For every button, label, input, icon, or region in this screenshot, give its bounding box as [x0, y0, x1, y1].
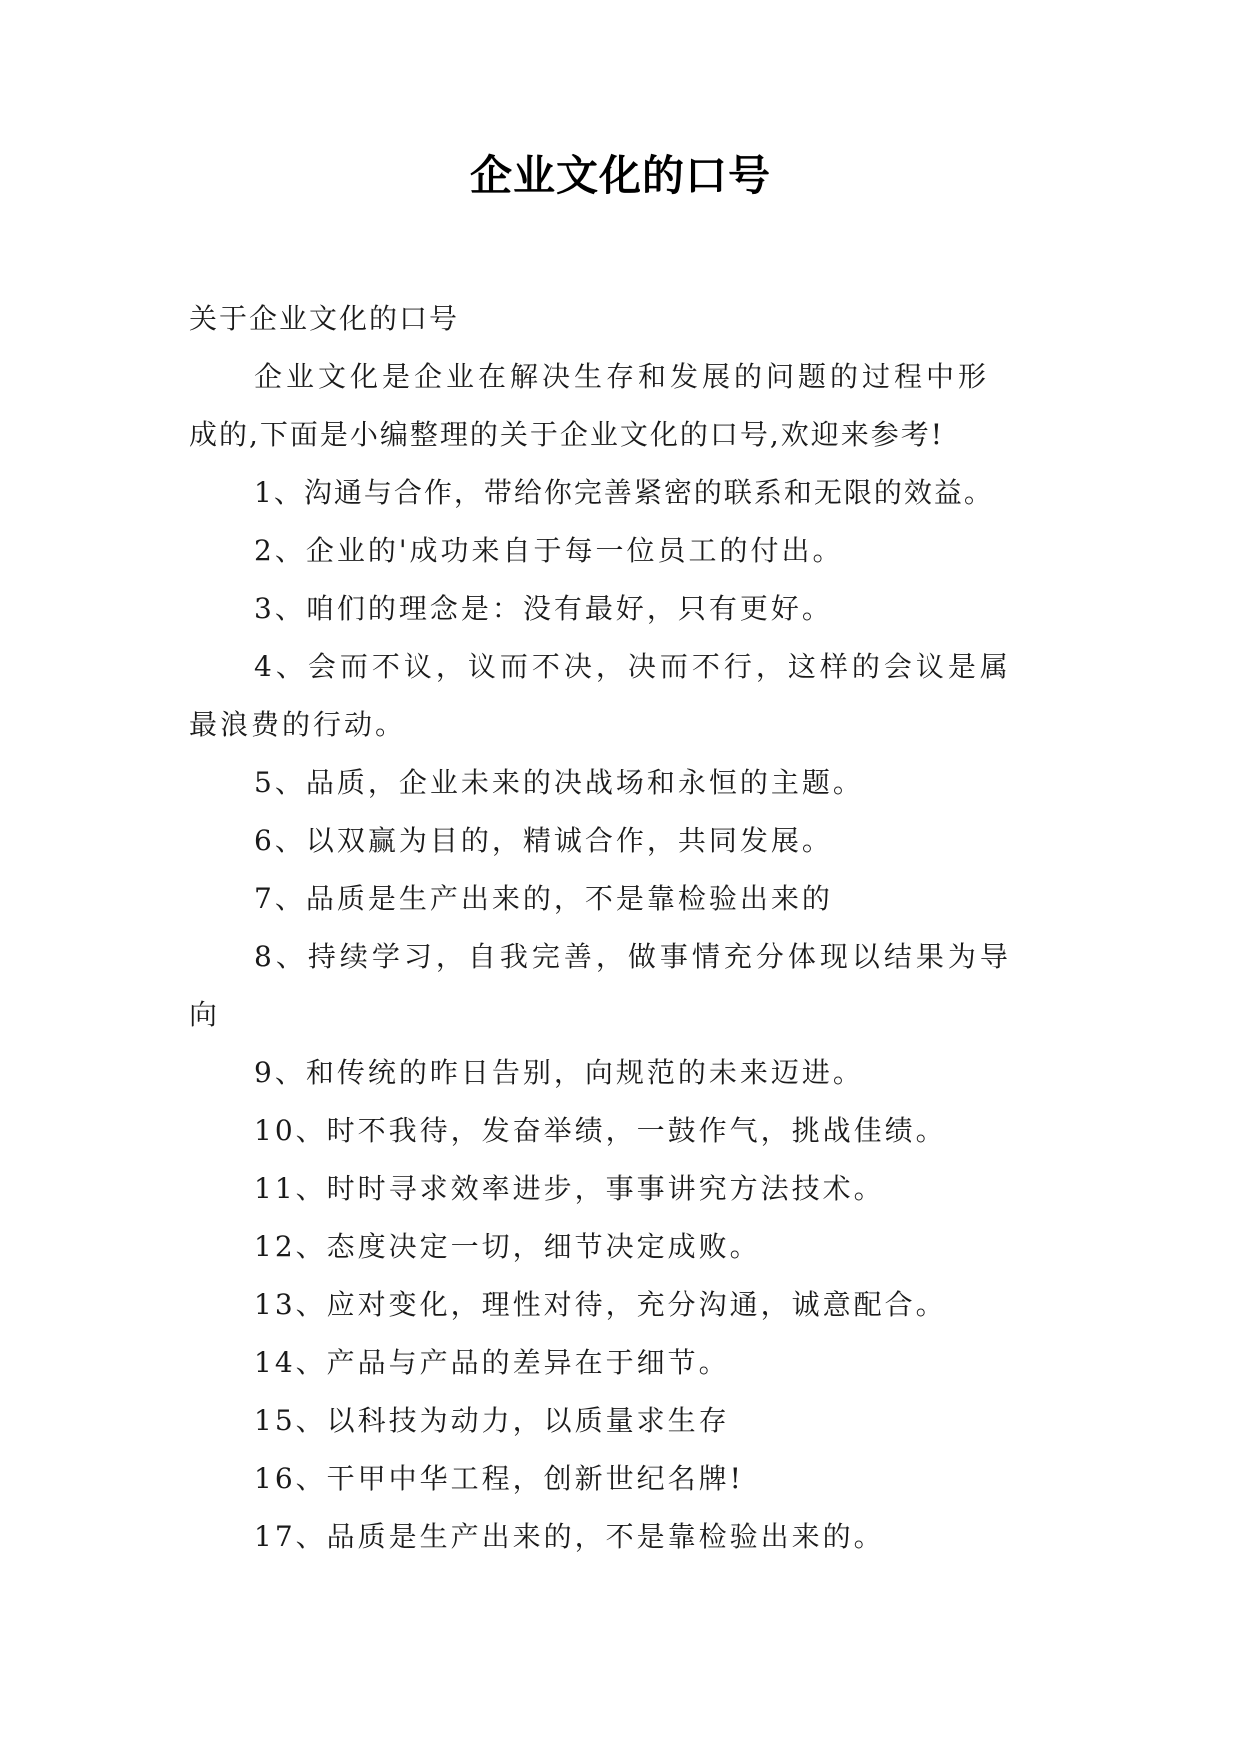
list-item: 16、干甲中华工程，创新世纪名牌!: [254, 1462, 744, 1495]
list-item: 11、时时寻求效率进步，事事讲究方法技术。: [254, 1172, 885, 1205]
list-item: 2、企业的'成功来自于每一位员工的付出。: [254, 534, 844, 567]
list-item: 13、应对变化，理性对待，充分沟通，诚意配合。: [254, 1288, 947, 1321]
list-item: 5、品质，企业未来的决战场和永恒的主题。: [254, 766, 864, 799]
list-item-continuation: 向: [189, 998, 221, 1031]
list-item: 4、会而不议，议而不决，决而不行，这样的会议是属: [254, 650, 1012, 683]
list-item: 9、和传统的昨日告别，向规范的未来迈进。: [254, 1056, 864, 1089]
list-item: 12、态度决定一切，细节决定成败。: [254, 1230, 761, 1263]
list-item-continuation: 最浪费的行动。: [189, 708, 407, 741]
intro-line-1: 企业文化是企业在解决生存和发展的问题的过程中形: [254, 360, 991, 393]
page-title: 企业文化的口号: [469, 151, 771, 200]
list-item: 17、品质是生产出来的，不是靠检验出来的。: [254, 1520, 885, 1553]
list-item: 1、沟通与合作，带给你完善紧密的联系和无限的效益。: [254, 476, 994, 509]
list-item: 8、持续学习，自我完善，做事情充分体现以结果为导: [254, 940, 1012, 973]
list-item: 7、品质是生产出来的，不是靠检验出来的: [254, 882, 833, 915]
list-item: 10、时不我待，发奋举绩，一鼓作气，挑战佳绩。: [254, 1114, 947, 1147]
list-item: 15、以科技为动力，以质量求生存: [254, 1404, 730, 1437]
document-subtitle: 关于企业文化的口号: [189, 302, 460, 335]
document-body: [189, 290, 1069, 1566]
list-item: 14、产品与产品的差异在于细节。: [254, 1346, 730, 1379]
list-item: 3、咱们的理念是：没有最好，只有更好。: [254, 592, 833, 625]
list-item: 6、以双赢为目的，精诚合作，共同发展。: [254, 824, 833, 857]
intro-line-2: 成的,下面是小编整理的关于企业文化的口号,欢迎来参考!: [189, 418, 945, 451]
